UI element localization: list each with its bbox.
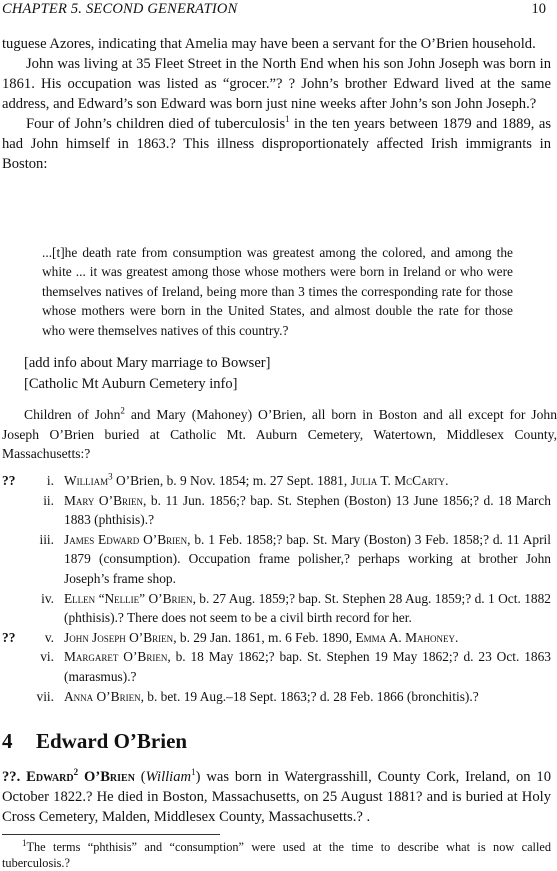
child-entry xyxy=(0,491,551,530)
child-name: Anna O’Brien xyxy=(64,688,141,704)
note-cemetery: [Catholic Mt Auburn Cemetery info] xyxy=(24,376,238,392)
children-intro-b: and Mary (Mahoney) O’Brien, all born in Boston and all except for John Joseph O’Brien buried at Catholic Mt. Auburn Cemetery, Watertown, Middlesex County, Massachusetts:? xyxy=(2,407,557,461)
child-details: , b. 11 Jun. 1856;? bap. St. Stephen (Boston) 13 June 1856;? d. 18 March 1883 (phthisis).? xyxy=(64,492,551,528)
child-end: . xyxy=(455,629,459,645)
edward-paren-open: ( xyxy=(134,769,146,785)
edward-paragraph xyxy=(2,767,551,827)
child-number: vii. xyxy=(36,688,54,704)
edward-gen: 2 xyxy=(73,767,79,778)
block-quote xyxy=(42,243,513,340)
child-details: , b. 27 Aug. 1859;? bap. St. Stephen 28 Aug. 1859;? d. 1 Oct. 1882 (phthisis).? There does not seem to be a civil birth record for her. xyxy=(64,590,551,626)
body-text xyxy=(2,34,551,174)
quote-text: ...[t]he death rate from consumption was greatest among the colored, and among the white ... it was greatest among those whose mothers were born in Ireland or who were themselves natives of Ireland, being more than 3 times the corresponding rate for those whose mothers were born in the United States, and almost double the rate for those who were themselves natives of this country.? xyxy=(42,245,513,338)
child-name: William xyxy=(64,473,109,488)
child-marker: ?? xyxy=(2,473,16,488)
child-name: James Edward O’Brien xyxy=(64,531,188,547)
section-number: 4 xyxy=(2,729,13,753)
child-entry xyxy=(0,687,551,707)
footnote xyxy=(2,839,551,871)
child-name: John Joseph O’Brien xyxy=(64,629,174,645)
chapter-title: CHAPTER 5. SECOND GENERATION xyxy=(2,1,238,17)
edward-name: Edward xyxy=(26,769,74,785)
child-details: O’Brien, b. 9 Nov. 1854; m. 27 Sept. 1881, xyxy=(112,473,351,488)
children-list xyxy=(0,471,551,706)
edward-father-gen: 1 xyxy=(191,767,196,778)
child-generation: 3 xyxy=(108,471,113,482)
child-details: , b. 1 Feb. 1858;? bap. St. Mary (Boston) 3 Feb. 1858;? d. 11 April 1879 (consumption). Occupation frame polisher,? perhaps working at brother John Joseph’s frame shop. xyxy=(64,531,551,586)
child-entry xyxy=(0,628,551,648)
child-spouse: Julia T. McCarty xyxy=(350,473,446,488)
child-number: i. xyxy=(46,473,54,488)
child-number: v. xyxy=(44,629,54,645)
children-intro xyxy=(2,405,557,464)
footnote-text: The terms “phthisis” and “consumption” were used at the time to describe what is now called tuberculosis.? xyxy=(2,840,551,870)
child-marker: ?? xyxy=(2,629,16,645)
edward-lead: ??. xyxy=(2,769,27,785)
child-details: , b. 18 May 1862;? bap. St. Stephen 19 May 1862;? d. 23 Oct. 1863 (marasmus).? xyxy=(64,649,551,684)
child-number: ii. xyxy=(43,492,54,508)
child-entry xyxy=(0,471,551,491)
generation-sup: 2 xyxy=(120,405,125,416)
child-entry xyxy=(0,647,551,686)
page-number: 10 xyxy=(531,1,546,17)
footnote-number: 1 xyxy=(22,837,27,848)
editor-notes xyxy=(24,353,270,395)
child-name: Mary O’Brien xyxy=(64,492,143,508)
child-name: Margaret O’Brien xyxy=(64,649,168,665)
edward-father: William xyxy=(145,769,192,785)
page-header xyxy=(0,0,557,20)
edward-paren-close: ) xyxy=(195,769,201,785)
footnote-ref: 1 xyxy=(285,114,290,125)
child-number: iv. xyxy=(41,590,54,606)
edward-surname: O’Brien xyxy=(78,769,135,785)
edward-rest: was born in Watergrasshill, County Cork, Ireland, on 10 October 1822.? He died in Boston, Massachusetts, on 25 August 1881? and is buried at Holy Cross Cemetery, Malden, Middlesex County, Massachusetts.? . xyxy=(2,769,552,825)
child-name: Ellen “Nellie” O’Brien xyxy=(64,590,193,606)
paragraph-2: John was living at 35 Fleet Street in the North End when his son John Joseph was born in 1861. His occupation was listed as “grocer.”? ? John’s brother Edward lived at the same address, and Edward’s son Edward was born just nine weeks after John’s son John Joseph.? xyxy=(2,56,551,112)
note-mary: [add info about Mary marriage to Bowser] xyxy=(24,355,271,371)
children-intro-a: Children of John xyxy=(24,407,121,422)
footnote-rule xyxy=(2,834,220,835)
child-end: . xyxy=(445,473,449,488)
child-number: iii. xyxy=(39,531,54,547)
section-heading xyxy=(2,727,187,755)
paragraph-3 xyxy=(2,114,551,174)
child-entry xyxy=(0,530,551,589)
child-number: vi. xyxy=(40,649,54,665)
paragraph-3-part-a: Four of John’s children died of tuberculosis xyxy=(26,116,286,132)
section-title: Edward O’Brien xyxy=(36,729,188,753)
paragraph-3-part-b: in the ten years between 1879 and 1889, as had John himself in 1863.? This illness disproportionately affected Irish immigrants in Boston: xyxy=(2,116,551,172)
child-details: , b. 29 Jan. 1861, m. 6 Feb. 1890, xyxy=(173,629,356,645)
child-spouse: Emma A. Mahoney xyxy=(355,629,456,645)
child-details: , b. bet. 19 Aug.–18 Sept. 1863;? d. 28 Feb. 1866 (bronchitis).? xyxy=(140,688,479,704)
paragraph-1: tuguese Azores, indicating that Amelia may have been a servant for the O’Brien household. xyxy=(2,36,536,52)
child-entry xyxy=(0,589,551,628)
